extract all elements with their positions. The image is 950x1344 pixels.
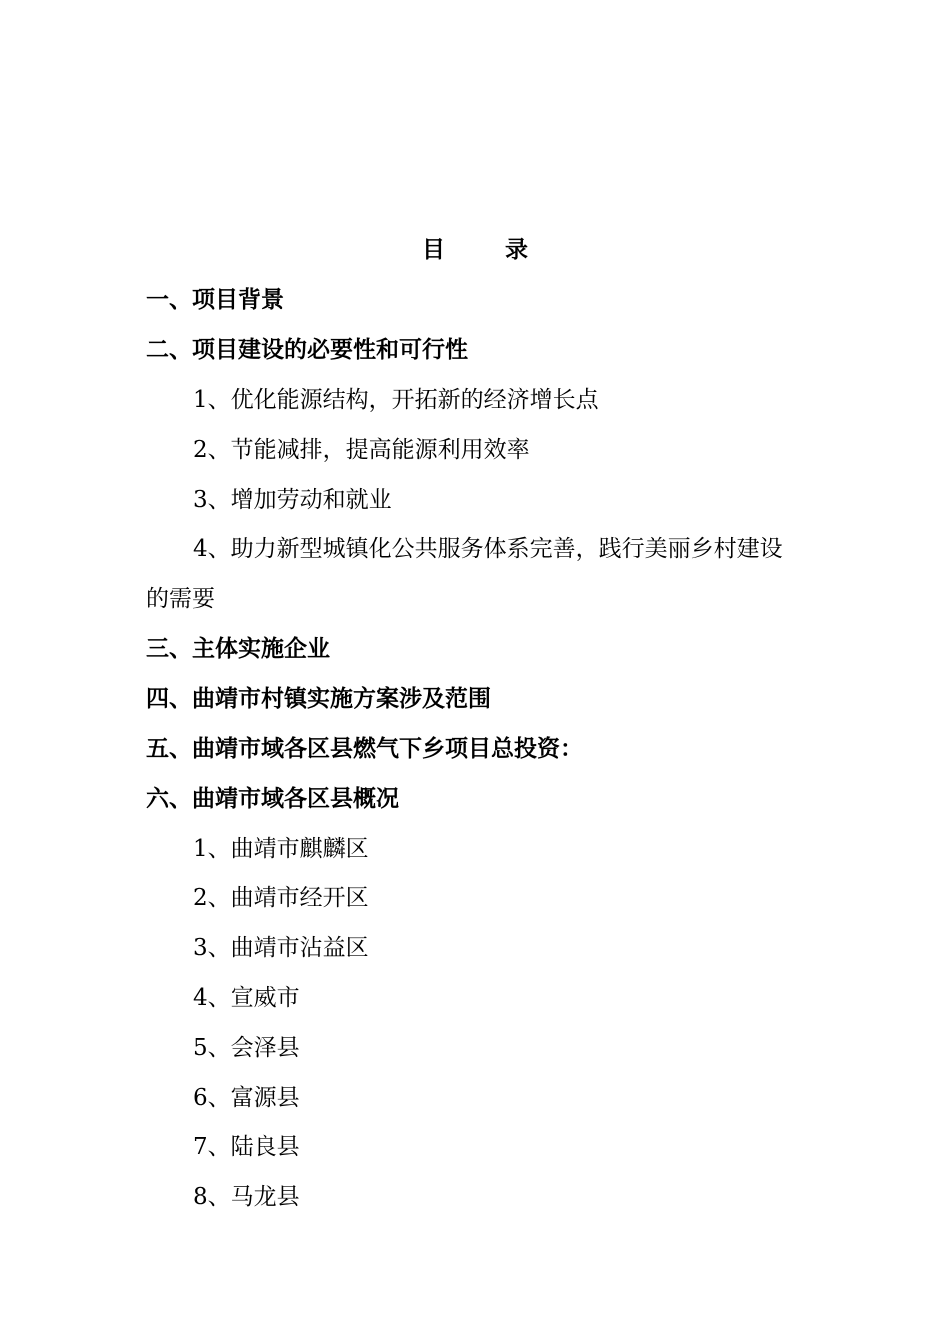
- toc-entry-section-2-1: 1、优化能源结构，开拓新的经济增长点: [193, 387, 599, 413]
- toc-entry-section-3: 三、主体实施企业: [146, 635, 330, 662]
- toc-entry-section-2-4: 4、助力新型城镇化公共服务体系完善，践行美丽乡村建设: [193, 536, 783, 562]
- toc-entry-section-2-2: 2、节能减排，提高能源利用效率: [193, 437, 530, 463]
- toc-entry-section-2-3: 3、增加劳动和就业: [193, 487, 392, 513]
- toc-entry-section-6-8: 8、马龙县: [193, 1184, 300, 1210]
- toc-entry-section-2: 二、项目建设的必要性和可行性: [146, 336, 468, 363]
- toc-entry-section-6-3: 3、曲靖市沾益区: [193, 935, 369, 961]
- toc-entry-section-6-5: 5、会泽县: [193, 1035, 300, 1061]
- toc-entry-section-6-1: 1、曲靖市麒麟区: [193, 836, 369, 862]
- toc-entry-section-4: 四、曲靖市村镇实施方案涉及范围: [146, 685, 491, 712]
- toc-entry-section-6: 六、曲靖市域各区县概况: [146, 785, 399, 812]
- toc-entry-section-1: 一、项目背景: [146, 286, 284, 313]
- toc-entry-section-6-7: 7、陆良县: [193, 1134, 300, 1160]
- toc-entry-section-2-4-continued: 的需要: [146, 586, 215, 612]
- toc-entry-section-6-6: 6、富源县: [193, 1085, 300, 1111]
- toc-entry-section-5: 五、曲靖市域各区县燃气下乡项目总投资：: [146, 735, 583, 762]
- toc-title: 目 录: [421, 236, 554, 263]
- toc-entry-section-6-4: 4、宣威市: [193, 985, 300, 1011]
- toc-entry-section-6-2: 2、曲靖市经开区: [193, 885, 369, 911]
